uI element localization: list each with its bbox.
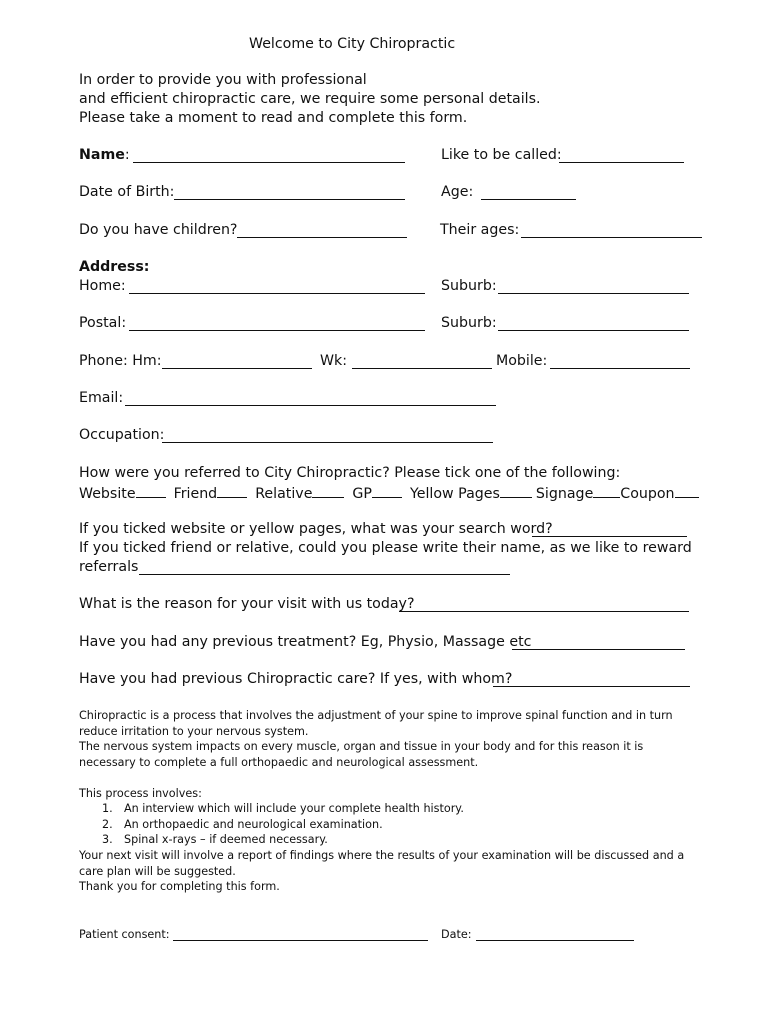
next-visit-line-2: care plan will be suggested.	[79, 865, 236, 878]
option-yellow-pages-tick[interactable]	[500, 483, 532, 498]
previous-treatment-question: Have you had any previous treatment? Eg, Physio, Massage etc	[79, 634, 532, 650]
previous-treatment-field[interactable]	[512, 635, 685, 650]
occupation-label: Occupation:	[79, 427, 165, 443]
suburb-home-field[interactable]	[498, 279, 689, 294]
option-signage-tick[interactable]	[593, 483, 620, 498]
phone-work-field[interactable]	[352, 354, 492, 369]
name-colon: :	[124, 147, 130, 163]
info-p2-line-2: necessary to complete a full orthopaedic and neurological assessment.	[79, 756, 479, 769]
step-3-number: 3.	[102, 833, 113, 846]
option-yellow-pages-label: Yellow Pages	[409, 486, 500, 502]
mobile-field[interactable]	[550, 354, 690, 369]
previous-chiro-question: Have you had previous Chiropractic care? If yes, with whom?	[79, 671, 513, 687]
dob-label: Date of Birth:	[79, 184, 175, 200]
thanks-text: Thank you for completing this form.	[79, 880, 280, 893]
process-intro: This process involves:	[79, 787, 202, 800]
intro-line-3: Please take a moment to read and complete this form.	[79, 110, 468, 126]
referral-question: How were you referred to City Chiropractic? Please tick one of the following:	[79, 465, 621, 481]
name-label: Name	[79, 147, 125, 163]
wk-label: Wk:	[320, 353, 348, 369]
option-coupon-tick[interactable]	[675, 483, 699, 498]
option-website-tick[interactable]	[136, 483, 166, 498]
friend-question-line-2: referrals	[79, 559, 139, 575]
option-relative-tick[interactable]	[312, 483, 344, 498]
friend-question-line-1: If you ticked friend or relative, could you please write their name, as we like to reward	[79, 540, 692, 556]
suburb-label-postal: Suburb:	[441, 315, 497, 331]
intro-line-1: In order to provide you with professional	[79, 72, 367, 88]
phone-hm-label: Phone: Hm:	[79, 353, 162, 369]
intro-line-2: and efficient chiropractic care, we require some personal details.	[79, 91, 541, 107]
option-gp-label: GP	[352, 486, 372, 502]
referral-options	[79, 483, 699, 504]
address-heading: Address:	[79, 259, 150, 275]
previous-chiro-field[interactable]	[493, 672, 690, 687]
step-2-number: 2.	[102, 818, 113, 831]
step-1-text: An interview which will include your complete health history.	[124, 802, 464, 815]
children-field[interactable]	[237, 223, 407, 238]
their-ages-label: Their ages:	[440, 222, 520, 238]
option-coupon-label: Coupon	[620, 486, 675, 502]
home-label: Home:	[79, 278, 126, 294]
postal-address-field[interactable]	[129, 316, 425, 331]
search-word-field[interactable]	[532, 522, 687, 537]
age-field[interactable]	[481, 185, 576, 200]
date-label: Date:	[441, 928, 472, 941]
email-field[interactable]	[125, 391, 496, 406]
suburb-postal-field[interactable]	[498, 316, 689, 331]
mobile-label: Mobile:	[496, 353, 548, 369]
step-3-text: Spinal x-rays – if deemed necessary.	[124, 833, 328, 846]
next-visit-line-1: Your next visit will involve a report of findings where the results of your examination will be discussed and a	[79, 849, 685, 862]
info-p1-line-2: reduce irritation to your nervous system.	[79, 725, 309, 738]
like-called-field[interactable]	[559, 148, 684, 163]
reason-field[interactable]	[399, 597, 689, 612]
step-1-number: 1.	[102, 802, 113, 815]
home-address-field[interactable]	[129, 279, 425, 294]
option-website-label: Website	[79, 486, 136, 502]
search-word-question: If you ticked website or yellow pages, what was your search word?	[79, 521, 553, 537]
age-label: Age:	[441, 184, 474, 200]
option-gp-tick[interactable]	[372, 483, 402, 498]
their-ages-field[interactable]	[521, 223, 702, 238]
option-relative-label: Relative	[255, 486, 313, 502]
friend-name-field[interactable]	[139, 560, 510, 575]
like-called-label: Like to be called:	[441, 147, 562, 163]
suburb-label-home: Suburb:	[441, 278, 497, 294]
option-friend-tick[interactable]	[217, 483, 247, 498]
reason-question: What is the reason for your visit with us today?	[79, 596, 415, 612]
name-row	[79, 146, 130, 165]
children-label: Do you have children?	[79, 222, 238, 238]
option-signage-label: Signage	[535, 486, 594, 502]
consent-label: Patient consent:	[79, 928, 170, 941]
step-2-text: An orthopaedic and neurological examination.	[124, 818, 383, 831]
name-field[interactable]	[133, 148, 405, 163]
occupation-field[interactable]	[162, 428, 493, 443]
email-label: Email:	[79, 390, 124, 406]
date-field[interactable]	[476, 929, 634, 941]
postal-label: Postal:	[79, 315, 127, 331]
info-p2-line-1: The nervous system impacts on every muscle, organ and tissue in your body and for this reason it is	[79, 740, 644, 753]
dob-field[interactable]	[174, 185, 405, 200]
option-friend-label: Friend	[173, 486, 218, 502]
phone-home-field[interactable]	[162, 354, 312, 369]
info-p1-line-1: Chiropractic is a process that involves the adjustment of your spine to improve spinal function and in turn	[79, 709, 673, 722]
form-title: Welcome to City Chiropractic	[249, 36, 456, 52]
consent-signature-field[interactable]	[173, 929, 428, 941]
